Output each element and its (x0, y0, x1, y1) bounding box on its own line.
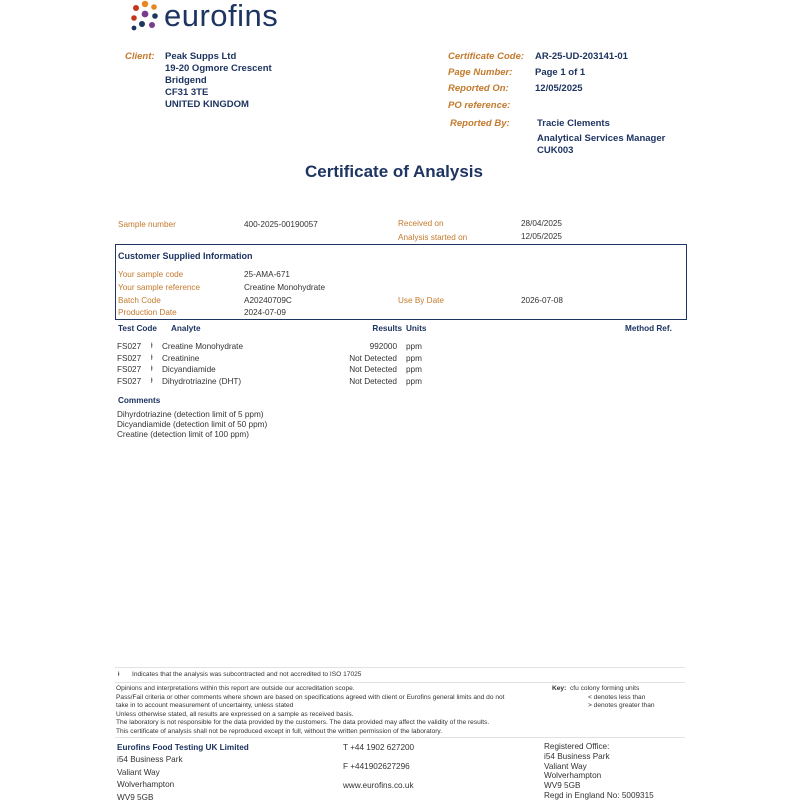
client-name: Peak Supps Ltd (165, 51, 237, 62)
client-label: Client: (125, 51, 155, 62)
row-unit: ppm (406, 377, 422, 386)
subcontracted-mark: ⱡ (151, 366, 153, 373)
received-on-label: Received on (398, 219, 444, 228)
footer-address-line: WV9 5GB (117, 792, 154, 802)
footer-divider (115, 737, 685, 738)
row-analyte: Dicyandiamide (162, 365, 216, 374)
comment-line: Dicyandiamide (detection limit of 50 ppm) (117, 420, 268, 429)
header-method-ref: Method Ref. (625, 324, 672, 333)
client-town: Bridgend (165, 75, 207, 86)
po-reference-label: PO reference: (448, 100, 511, 111)
header-results: Results (372, 324, 402, 333)
brand-name: eurofins (164, 0, 279, 33)
comment-line: Dihyrdotriazine (detection limit of 5 ppm) (117, 410, 264, 419)
reporter-name: Tracie Clements (537, 118, 610, 129)
reported-by (537, 118, 665, 157)
eurofins-dots-icon (128, 0, 162, 34)
use-by-date: 2026-07-08 (521, 296, 563, 305)
registered-line: WV9 5GB (544, 781, 581, 791)
registered-line: Valiant Way (544, 761, 587, 771)
footer-website[interactable]: www.eurofins.co.uk (343, 781, 414, 790)
row-test-code: FS027 (117, 342, 142, 351)
row-test-code: FS027 (117, 377, 142, 386)
subcontracted-mark: ⱡ (151, 378, 153, 385)
client-country: UNITED KINGDOM (165, 99, 249, 110)
header-units: Units (406, 324, 427, 333)
sample-number-label: Sample number (118, 220, 176, 229)
footnote-mark: ⱡ (118, 671, 120, 678)
footer-company: Eurofins Food Testing UK Limited (117, 743, 249, 752)
analysis-started-label: Analysis started on (398, 233, 468, 242)
registered-line: Registered Office: (544, 742, 610, 751)
footer-address-line: Wolverhampton (117, 780, 175, 790)
row-analyte: Creatinine (162, 353, 200, 363)
comment-line: Creatine (detection limit of 100 ppm) (117, 430, 249, 439)
client-street: 19-20 Ogmore Crescent (165, 63, 272, 74)
comments-title: Comments (118, 396, 161, 405)
row-analyte: Creatine Monohydrate (162, 342, 244, 351)
key-label: Key: (552, 685, 567, 692)
reported-on: 12/05/2025 (535, 83, 583, 94)
row-result: Not Detected (349, 377, 397, 386)
key-line: > denotes greater than (588, 702, 655, 710)
row-result: Not Detected (349, 353, 397, 363)
key-line: < denotes less than (588, 693, 646, 701)
table-row (0, 342, 800, 354)
certificate-code-label: Certificate Code: (448, 51, 525, 62)
registered-line: Regd in England No: 5009315 (544, 790, 654, 800)
comments-body (117, 410, 267, 440)
row-result: Not Detected (349, 365, 397, 374)
row-test-code: FS027 (117, 365, 142, 374)
client-postcode: CF31 3TE (165, 87, 209, 98)
footnote-divider-2 (115, 682, 685, 683)
footer-phone: T +44 1902 627200 (343, 743, 415, 752)
use-by-label: Use By Date (398, 296, 444, 305)
row-unit: ppm (406, 353, 422, 363)
registered-line: Wolverhampton (544, 771, 602, 781)
footer-fax: F +441902627296 (343, 762, 410, 771)
disclaimer-line: Pass/Fail criteria or other comments where shown are based on specifications agreed with client or Eurofins general limits and do not (116, 693, 505, 701)
reporter-role: Analytical Services Manager (537, 133, 666, 144)
sample-reference: Creatine Monohydrate (244, 283, 326, 292)
disclaimer (116, 685, 546, 737)
row-result: 992000 (369, 342, 397, 351)
footer-address-line: i54 Business Park (117, 755, 183, 765)
footnote-text: Indicates that the analysis was subcontracted and not accredited to ISO 17025 (132, 671, 362, 678)
registered-line: i54 Business Park (544, 751, 610, 761)
sample-code-label: Your sample code (118, 270, 184, 279)
table-row (0, 354, 800, 366)
client-address (165, 51, 272, 111)
reported-by-label: Reported By: (450, 118, 510, 129)
footer-registered-office (544, 742, 654, 801)
row-unit: ppm (406, 342, 422, 351)
footer-address-line: Valiant Way (117, 767, 160, 777)
reporter-code: CUK003 (537, 145, 574, 156)
disclaimer-line: Opinions and interpretations within this report are outside our accreditation scope. (116, 685, 355, 692)
disclaimer-line: Unless otherwise stated, all results are expressed on a sample as received basis. (116, 710, 354, 718)
page-title: Certificate of Analysis (305, 162, 483, 181)
footer-company-block (117, 742, 249, 804)
sample-reference-label: Your sample reference (118, 283, 201, 292)
subcontracted-mark: ⱡ (151, 343, 153, 350)
key-line: cfu colony forming units (570, 685, 640, 692)
page-number-label: Page Number: (448, 67, 513, 78)
table-row (0, 365, 800, 377)
batch-code: A20240709C (244, 296, 292, 305)
header-analyte: Analyte (171, 324, 201, 333)
eurofins-logo (128, 0, 298, 36)
batch-code-label: Batch Code (118, 296, 161, 305)
footnote-divider (115, 667, 685, 668)
row-unit: ppm (406, 365, 422, 374)
page-number: Page 1 of 1 (535, 67, 586, 78)
analysis-started: 12/05/2025 (521, 232, 562, 241)
sample-number: 400-2025-00190057 (244, 220, 318, 229)
disclaimer-line: The laboratory is not responsible for the data provided by the customers. The data provided may affect the validity of the results. (116, 719, 490, 727)
production-date-label: Production Date (118, 308, 177, 317)
table-row (0, 377, 800, 389)
header-test-code: Test Code (118, 324, 157, 333)
certificate-code: AR-25-UD-203141-01 (535, 51, 628, 62)
key-lines (570, 685, 655, 711)
sample-code: 25-AMA-671 (244, 270, 290, 279)
subcontracted-mark: ⱡ (151, 354, 153, 362)
disclaimer-line: This certificate of analysis shall not be reproduced except in full, without the written permission of the laboratory. (116, 727, 443, 735)
disclaimer-line: take in to account measurement of uncertainty, unless stated (116, 702, 294, 710)
received-on: 28/04/2025 (521, 219, 562, 228)
row-analyte: Dihydrotriazine (DHT) (162, 377, 242, 386)
production-date: 2024-07-09 (244, 308, 286, 317)
customer-info-title: Customer Supplied Information (118, 251, 253, 261)
reported-on-label: Reported On: (448, 83, 509, 94)
row-test-code: FS027 (117, 353, 142, 363)
